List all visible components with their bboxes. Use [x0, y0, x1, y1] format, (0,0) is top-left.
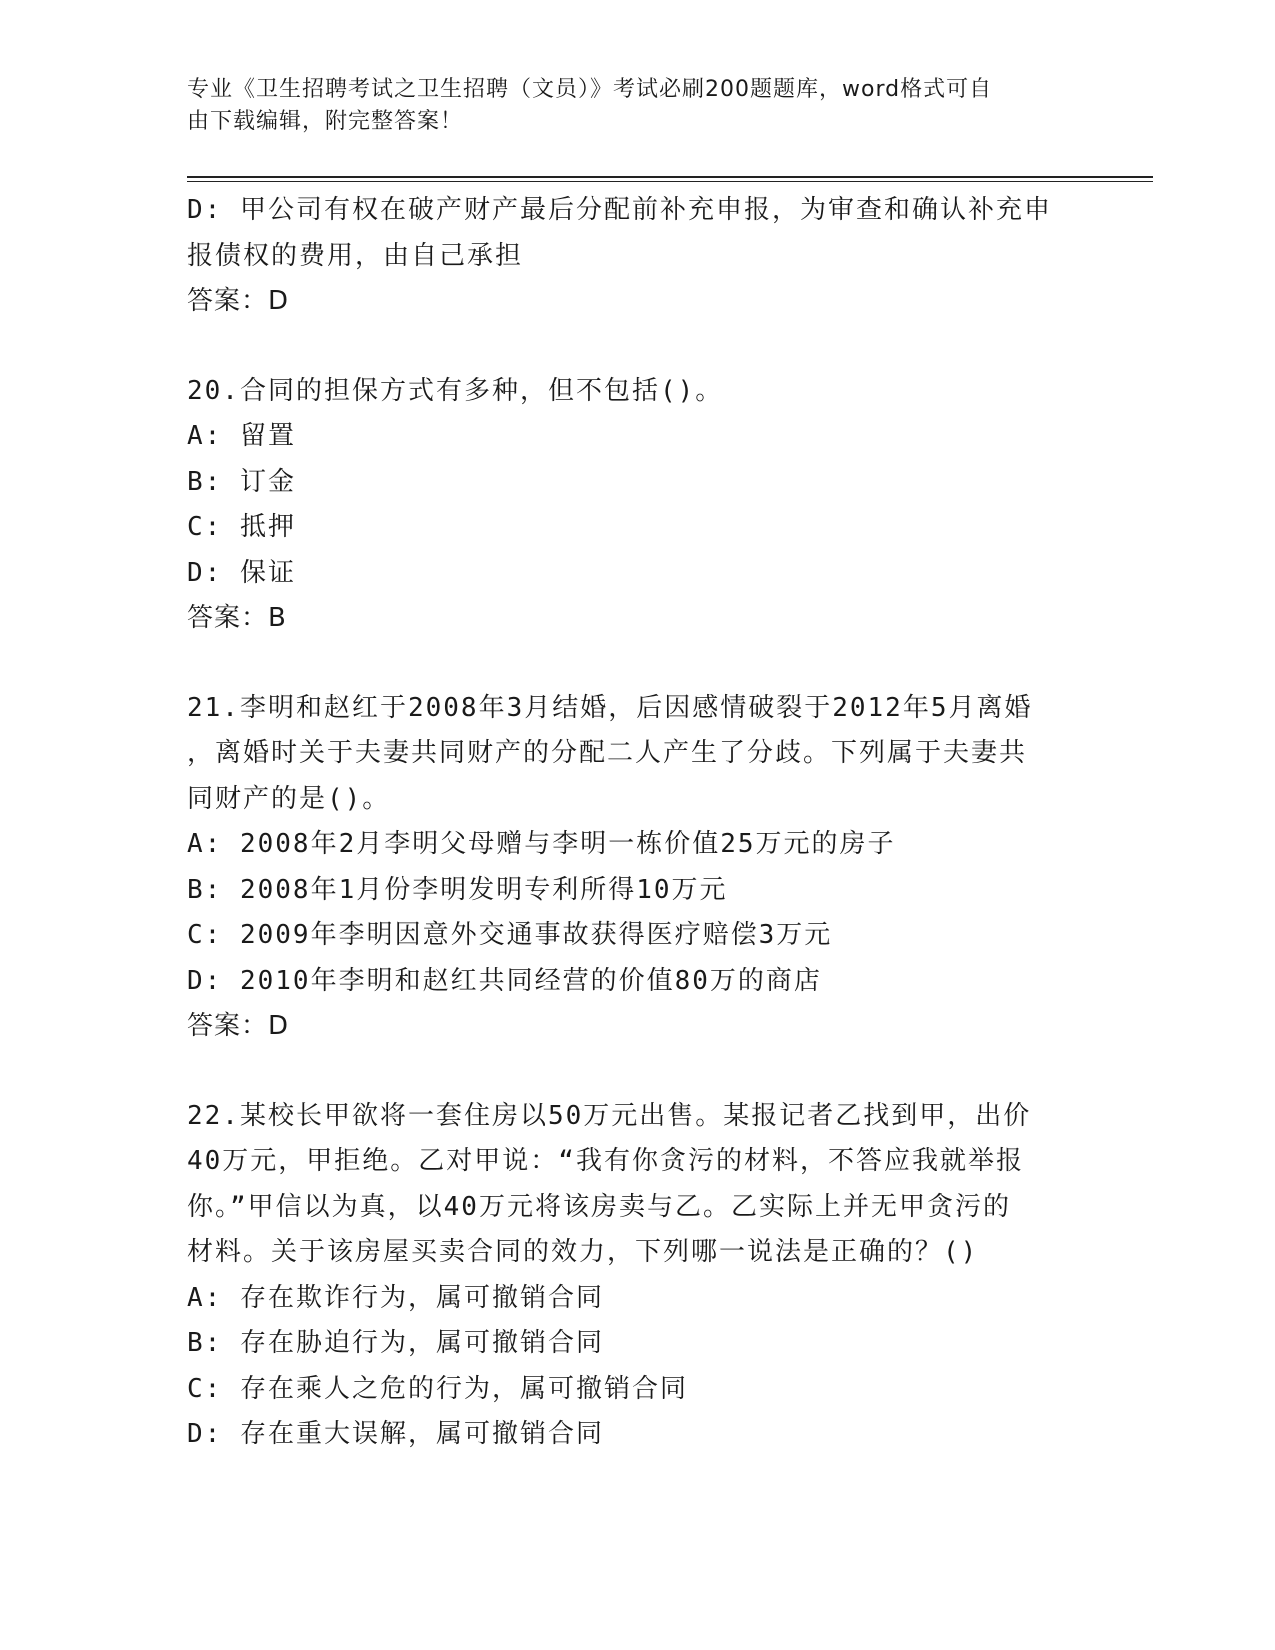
header-line-1: 专业《卫生招聘考试之卫生招聘（文员）》考试必刷200题题库，word格式可自 — [187, 77, 993, 102]
option-d: D: 存在重大误解，属可撤销合同 — [187, 1419, 604, 1449]
page-header — [187, 74, 1067, 138]
question-content — [187, 188, 1087, 1458]
question-stem-line-3: 你。”甲信以为真，以40万元将该房卖与乙。乙实际上并无甲贪污的 — [187, 1191, 1011, 1222]
question-stem-line-1: 21.李明和赵红于2008年3月结婚，后因感情破裂于2012年5月离婚 — [187, 692, 1033, 723]
header-divider-thin — [187, 181, 1153, 182]
header-line-2: 由下载编辑，附完整答案！ — [187, 109, 464, 134]
option-c: C: 存在乘人之危的行为，属可撤销合同 — [187, 1373, 688, 1404]
spacer — [187, 1050, 1087, 1094]
question-stem-line-3: 同财产的是()。 — [187, 783, 391, 814]
question-stem-line-2: ，离婚时关于夫妻共同财产的分配二人产生了分歧。下列属于夫妻共 — [187, 738, 1028, 768]
header-divider-thick — [187, 176, 1153, 178]
option-d: D: 2010年李明和赵红共同经营的价值80万的商店 — [187, 965, 822, 996]
question-20 — [187, 369, 1087, 642]
option-c: C: 2009年李明因意外交通事故获得医疗赔偿3万元 — [187, 920, 833, 950]
spacer — [187, 642, 1087, 686]
question-stem: 20.合同的担保方式有多种，但不包括()。 — [187, 375, 724, 406]
answer-20: 答案：B — [187, 603, 287, 633]
option-b: B: 订金 — [187, 466, 296, 497]
option-a: A: 存在欺诈行为，属可撤销合同 — [187, 1282, 604, 1313]
option-a: A: 2008年2月李明父母赠与李明一栋价值25万元的房子 — [187, 829, 896, 859]
option-c: C: 抵押 — [187, 512, 296, 542]
answer-21: 答案：D — [187, 1011, 290, 1041]
spacer — [187, 325, 1087, 369]
option-d-line-2: 报债权的费用，由自己承担 — [187, 240, 524, 271]
option-d-line-1: D: 甲公司有权在破产财产最后分配前补充申报，为审查和确认补充申 — [187, 195, 1052, 225]
option-b: B: 2008年1月份李明发明专利所得10万元 — [187, 874, 728, 905]
question-stem-line-4: 材料。关于该房屋买卖合同的效力，下列哪一说法是正确的？() — [187, 1237, 979, 1267]
option-a: A: 留置 — [187, 421, 296, 451]
option-b: B: 存在胁迫行为，属可撤销合同 — [187, 1328, 604, 1358]
question-21 — [187, 686, 1087, 1050]
question-stem-line-1: 22.某校长甲欲将一套住房以50万元出售。某报记者乙找到甲，出价 — [187, 1100, 1032, 1131]
question-19 — [187, 188, 1087, 325]
question-stem-line-2: 40万元，甲拒绝。乙对甲说：“我有你贪污的材料，不答应我就举报 — [187, 1146, 1024, 1176]
option-d: D: 保证 — [187, 557, 296, 588]
answer-19: 答案：D — [187, 286, 290, 316]
question-22 — [187, 1094, 1087, 1458]
